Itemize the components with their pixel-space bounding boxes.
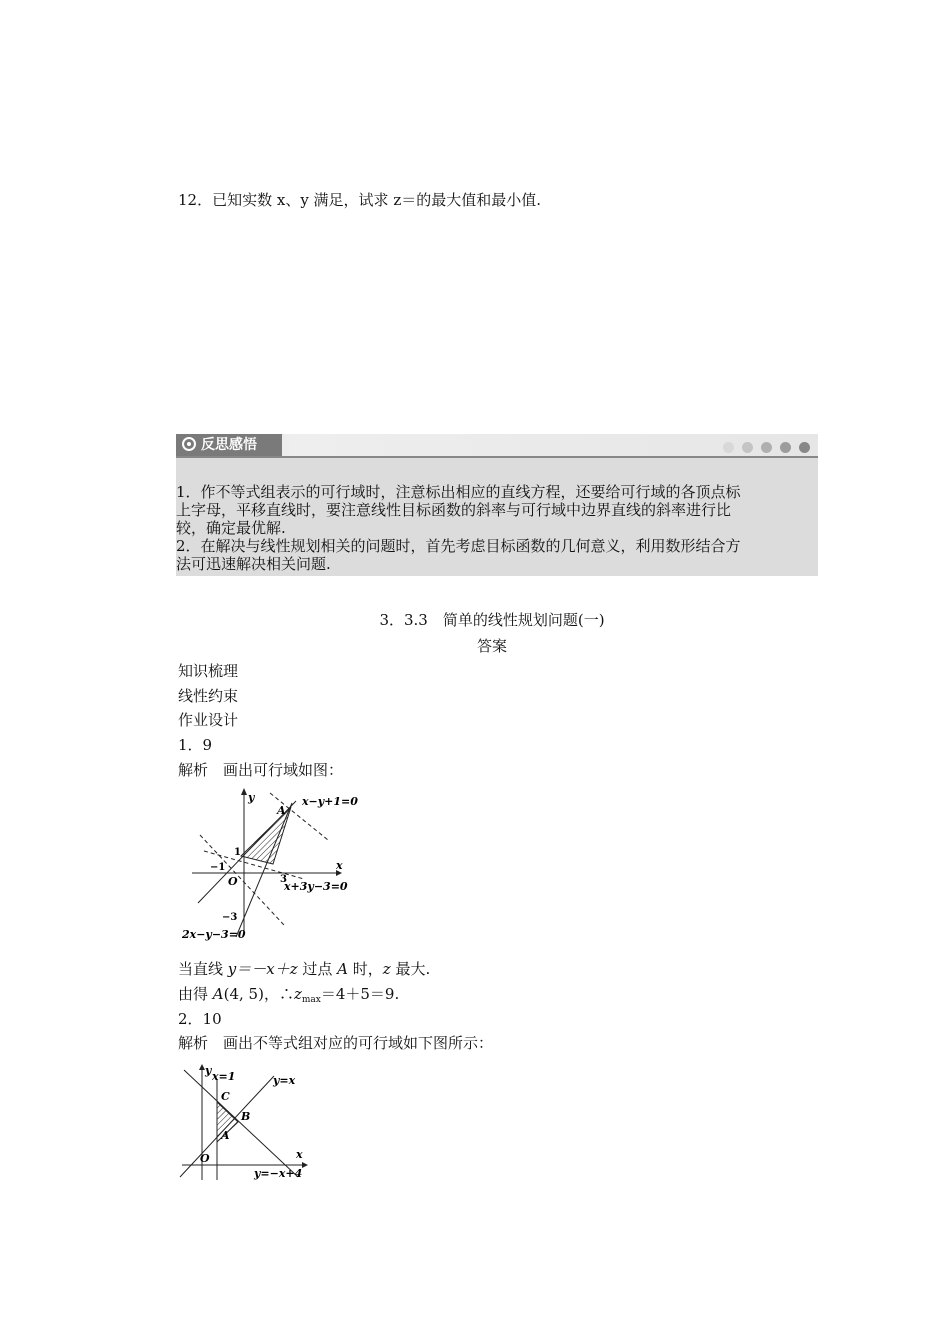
label-y: y xyxy=(248,791,255,804)
heading-xianxing: 线性约束 xyxy=(178,687,239,705)
figure-1-feasible-region xyxy=(178,785,358,945)
reflection-line: 1．作不等式组表示的可行域时，注意标出相应的直线方程，还要给可行域的各顶点标 xyxy=(176,483,741,501)
reflection-divider xyxy=(176,456,818,458)
text: 过点 xyxy=(297,960,338,978)
label-y-eq-x: y=x xyxy=(273,1074,296,1087)
label-A: A xyxy=(277,804,286,817)
label-O: O xyxy=(228,875,238,888)
label-y-eq-minus-x-plus-4: y=−x+4 xyxy=(254,1167,303,1180)
tick-minus3: −3 xyxy=(222,912,238,923)
math: y＝－x＋z xyxy=(227,960,298,978)
question-12: 12．已知实数 x、y 满足，试求 z＝的最大值和最小值. xyxy=(178,191,541,209)
text: 当直线 xyxy=(178,960,228,978)
decorative-dots xyxy=(696,439,810,457)
reflection-line: 上字母，平移直线时，要注意线性目标函数的斜率与可行域中边界直线的斜率进行比 xyxy=(176,501,732,519)
label-B: B xyxy=(241,1110,251,1123)
dot-icon xyxy=(799,442,810,453)
dot-icon xyxy=(704,442,715,453)
label-line1: x−y+1=0 xyxy=(302,795,358,808)
section-title: 3．3.3 简单的线性规划问题(一) xyxy=(379,611,605,629)
label-C: C xyxy=(221,1090,230,1103)
dot-icon xyxy=(742,442,753,453)
text: ＝4＋5＝9. xyxy=(320,985,400,1003)
var-z: z xyxy=(293,985,302,1003)
label-A: A xyxy=(221,1129,230,1142)
reflection-title: 反思感悟 xyxy=(201,437,257,453)
point-A: A xyxy=(337,960,349,978)
tick-3: 3 xyxy=(280,874,287,885)
label-line2: x+3y−3=0 xyxy=(284,880,348,893)
reflection-box xyxy=(176,434,818,576)
answer-1: 1．9 xyxy=(178,736,213,754)
point-A: A xyxy=(212,985,224,1003)
answer-2: 2．10 xyxy=(178,1010,222,1028)
reflection-line: 法可迅速解决相关问题. xyxy=(176,555,331,573)
label-x: x xyxy=(296,1148,303,1161)
label-line3: 2x−y−3=0 xyxy=(182,928,246,941)
text: 由得 xyxy=(178,985,213,1003)
analysis-2: 解析 画出不等式组对应的可行域如下图所示： xyxy=(178,1034,494,1052)
text: 最大. xyxy=(390,960,431,978)
answer-1-line-2 xyxy=(178,984,399,1010)
reflection-header xyxy=(176,434,818,456)
heading-zuoye: 作业设计 xyxy=(178,711,239,729)
dot-icon xyxy=(723,442,734,453)
tick-1: 1 xyxy=(234,847,241,858)
reflection-line: 较，确定最优解. xyxy=(176,519,286,537)
bullet-circle-icon xyxy=(182,437,196,451)
reflection-line: 2．在解决与线性规划相关的问题时，首先考虑目标函数的几何意义，利用数形结合方 xyxy=(176,537,741,555)
label-x-eq-1: x=1 xyxy=(212,1070,236,1083)
answer-1-line-1 xyxy=(178,959,430,979)
subscript-max: max xyxy=(301,995,321,1005)
var-z: z xyxy=(382,960,391,978)
y-axis-arrow-icon xyxy=(241,788,247,795)
label-x: x xyxy=(336,859,343,872)
figure-2-feasible-region xyxy=(178,1062,318,1184)
analysis-1: 解析 画出可行域如图： xyxy=(178,761,344,779)
dot-icon xyxy=(780,442,791,453)
label-O: O xyxy=(200,1152,210,1165)
text: 时， xyxy=(348,960,383,978)
label-y: y xyxy=(205,1064,212,1077)
reflection-tab xyxy=(176,434,282,456)
text: (4, 5)，∴ xyxy=(223,985,294,1003)
tick-minus1: −1 xyxy=(210,862,226,873)
x-axis-arrow-icon xyxy=(302,1162,308,1168)
answer-heading: 答案 xyxy=(476,637,507,655)
dot-icon xyxy=(761,442,772,453)
heading-zhishi: 知识梳理 xyxy=(178,662,239,680)
reflection-text xyxy=(176,483,816,573)
